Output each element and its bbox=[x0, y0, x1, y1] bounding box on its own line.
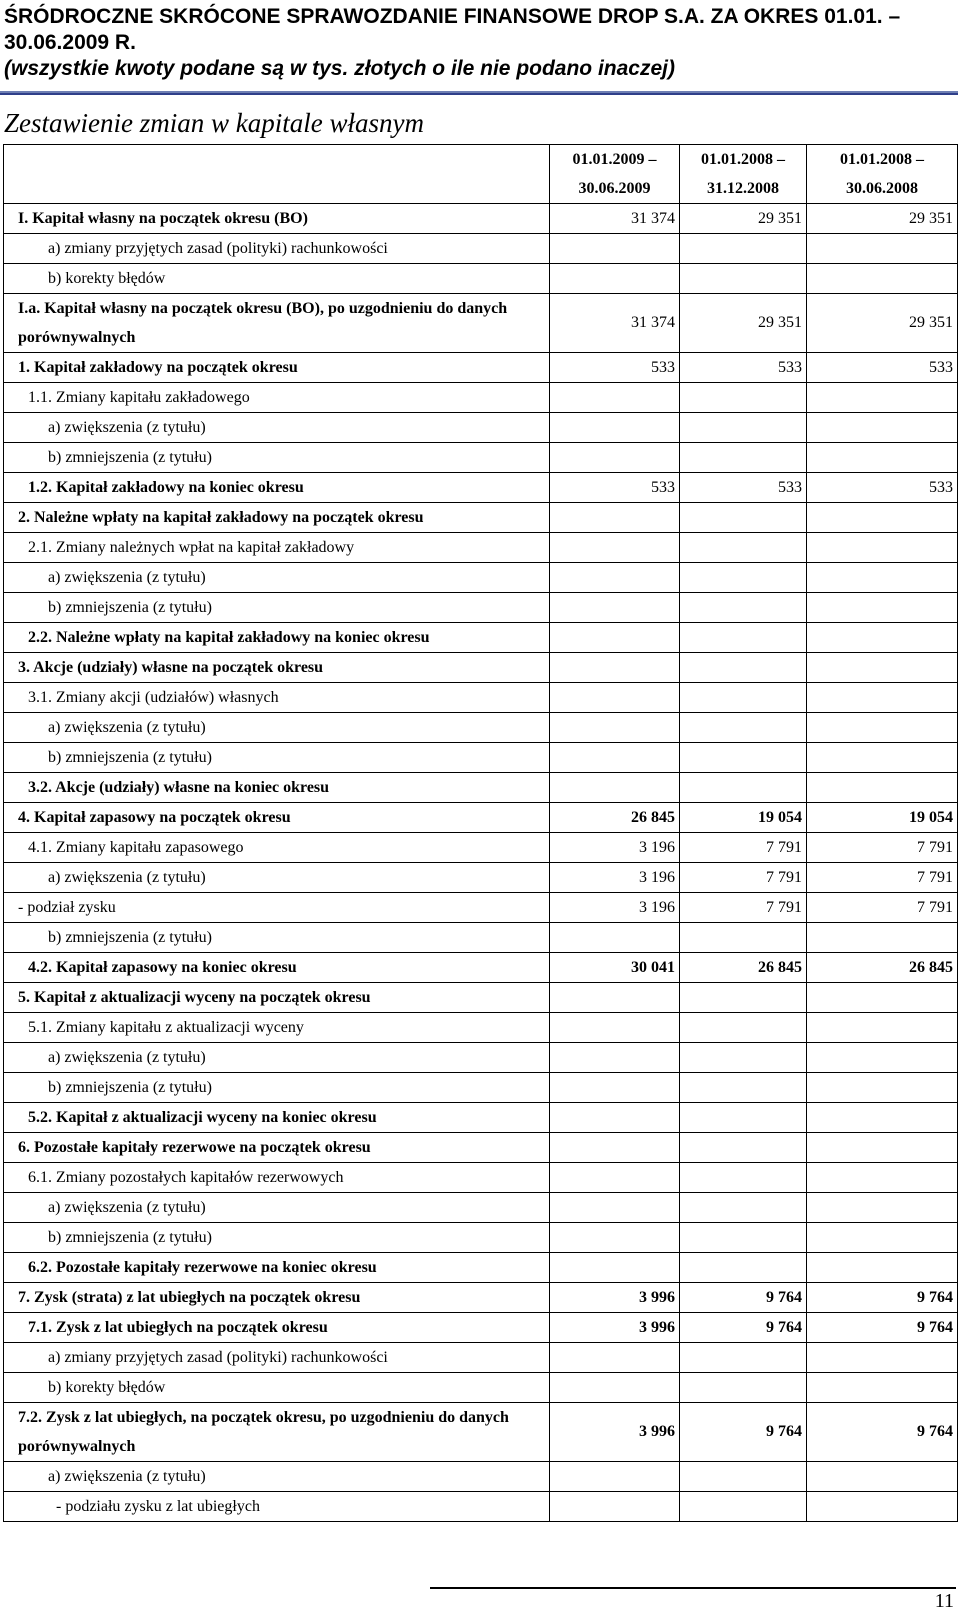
row-value bbox=[550, 234, 680, 264]
column-header-line: 30.06.2008 bbox=[846, 180, 918, 197]
row-value bbox=[680, 983, 807, 1013]
table-row bbox=[4, 353, 958, 383]
row-label: b) zmniejszenia (z tytułu) bbox=[4, 743, 550, 773]
table-row bbox=[4, 1373, 958, 1403]
row-value bbox=[807, 1103, 958, 1133]
report-subtitle: (wszystkie kwoty podane są w tys. złotych o ile nie podano inaczej) bbox=[4, 57, 675, 80]
row-value bbox=[680, 743, 807, 773]
table-row bbox=[4, 953, 958, 983]
row-value: 19 054 bbox=[807, 803, 958, 833]
row-value: 7 791 bbox=[807, 893, 958, 923]
row-value bbox=[680, 773, 807, 803]
row-value bbox=[807, 443, 958, 473]
row-value bbox=[807, 533, 958, 563]
row-label: 7.2. Zysk z lat ubiegłych, na początek okresu, po uzgodnieniu do danych porównywalnych bbox=[4, 1403, 550, 1462]
row-value bbox=[680, 1013, 807, 1043]
table-row bbox=[4, 1283, 958, 1313]
column-header-line: 01.01.2008 – bbox=[840, 151, 924, 168]
row-label: 5. Kapitał z aktualizacji wyceny na początek okresu bbox=[4, 983, 550, 1013]
row-value bbox=[550, 1253, 680, 1283]
row-value bbox=[550, 1133, 680, 1163]
row-value bbox=[550, 413, 680, 443]
header-empty-cell bbox=[4, 145, 550, 204]
document-header bbox=[4, 4, 954, 82]
table-row bbox=[4, 503, 958, 533]
row-label: 4.1. Zmiany kapitału zapasowego bbox=[4, 833, 550, 863]
row-value bbox=[550, 1193, 680, 1223]
row-value bbox=[550, 713, 680, 743]
row-value bbox=[807, 1013, 958, 1043]
table-row bbox=[4, 653, 958, 683]
row-value bbox=[680, 1133, 807, 1163]
footer-rule bbox=[430, 1587, 956, 1589]
row-value: 26 845 bbox=[807, 953, 958, 983]
row-label: 4. Kapitał zapasowy na początek okresu bbox=[4, 803, 550, 833]
row-label: I.a. Kapitał własny na początek okresu (BO), po uzgodnieniu do danych porównywalnych bbox=[4, 294, 550, 353]
column-header-2008 bbox=[680, 145, 807, 204]
table-row bbox=[4, 983, 958, 1013]
row-value bbox=[550, 743, 680, 773]
row-value bbox=[807, 743, 958, 773]
row-value: 26 845 bbox=[550, 803, 680, 833]
row-value bbox=[550, 773, 680, 803]
row-label: 3. Akcje (udziały) własne na początek okresu bbox=[4, 653, 550, 683]
row-label: b) korekty błędów bbox=[4, 264, 550, 294]
row-value: 31 374 bbox=[550, 204, 680, 234]
row-value bbox=[680, 503, 807, 533]
row-value bbox=[680, 1253, 807, 1283]
row-value: 3 996 bbox=[550, 1403, 680, 1462]
row-value bbox=[550, 653, 680, 683]
table-row bbox=[4, 683, 958, 713]
row-value: 7 791 bbox=[680, 833, 807, 863]
row-value: 3 196 bbox=[550, 863, 680, 893]
row-label: b) zmniejszenia (z tytułu) bbox=[4, 593, 550, 623]
row-label: 6. Pozostałe kapitały rezerwowe na początek okresu bbox=[4, 1133, 550, 1163]
row-label: 2. Należne wpłaty na kapitał zakładowy na początek okresu bbox=[4, 503, 550, 533]
row-value: 533 bbox=[550, 353, 680, 383]
row-value bbox=[550, 443, 680, 473]
row-value bbox=[550, 383, 680, 413]
row-value bbox=[550, 683, 680, 713]
row-value bbox=[550, 563, 680, 593]
row-label: a) zwiększenia (z tytułu) bbox=[4, 713, 550, 743]
row-value bbox=[807, 413, 958, 443]
row-value bbox=[550, 503, 680, 533]
row-label: - podział zysku bbox=[4, 893, 550, 923]
table-row bbox=[4, 443, 958, 473]
table-row bbox=[4, 743, 958, 773]
table-row bbox=[4, 563, 958, 593]
row-value: 533 bbox=[680, 353, 807, 383]
table-row bbox=[4, 1043, 958, 1073]
row-value: 7 791 bbox=[807, 863, 958, 893]
row-value bbox=[550, 593, 680, 623]
row-value: 9 764 bbox=[680, 1403, 807, 1462]
row-value bbox=[680, 1103, 807, 1133]
table-row bbox=[4, 893, 958, 923]
row-value: 9 764 bbox=[807, 1403, 958, 1462]
row-value bbox=[550, 1013, 680, 1043]
row-label: 4.2. Kapitał zapasowy na koniec okresu bbox=[4, 953, 550, 983]
table-row bbox=[4, 264, 958, 294]
row-value: 9 764 bbox=[807, 1283, 958, 1313]
row-value bbox=[550, 1373, 680, 1403]
table-row bbox=[4, 1492, 958, 1522]
row-label: a) zwiększenia (z tytułu) bbox=[4, 863, 550, 893]
row-value bbox=[550, 1103, 680, 1133]
table-row bbox=[4, 294, 958, 353]
row-value bbox=[807, 923, 958, 953]
row-value bbox=[807, 1492, 958, 1522]
row-value bbox=[807, 383, 958, 413]
row-value bbox=[680, 234, 807, 264]
row-value: 3 196 bbox=[550, 833, 680, 863]
table-row bbox=[4, 713, 958, 743]
row-value: 533 bbox=[807, 473, 958, 503]
header-rule bbox=[0, 91, 958, 95]
row-value bbox=[807, 1223, 958, 1253]
row-value bbox=[680, 1343, 807, 1373]
row-value bbox=[807, 1462, 958, 1492]
row-value bbox=[680, 383, 807, 413]
row-value bbox=[680, 1462, 807, 1492]
table-row bbox=[4, 383, 958, 413]
row-value bbox=[807, 1373, 958, 1403]
row-label: a) zmiany przyjętych zasad (polityki) rachunkowości bbox=[4, 234, 550, 264]
table-row bbox=[4, 533, 958, 563]
row-label: 5.2. Kapitał z aktualizacji wyceny na koniec okresu bbox=[4, 1103, 550, 1133]
row-label: 3.1. Zmiany akcji (udziałów) własnych bbox=[4, 683, 550, 713]
row-value: 29 351 bbox=[680, 294, 807, 353]
row-value bbox=[807, 1343, 958, 1373]
row-value bbox=[680, 1373, 807, 1403]
row-label: 7.1. Zysk z lat ubiegłych na początek okresu bbox=[4, 1313, 550, 1343]
row-value bbox=[807, 234, 958, 264]
row-value bbox=[550, 533, 680, 563]
row-label: 5.1. Zmiany kapitału z aktualizacji wyceny bbox=[4, 1013, 550, 1043]
row-label: b) zmniejszenia (z tytułu) bbox=[4, 923, 550, 953]
table-row bbox=[4, 863, 958, 893]
row-value: 7 791 bbox=[680, 863, 807, 893]
report-title-line2: 30.06.2009 R. bbox=[4, 31, 136, 54]
row-value bbox=[807, 623, 958, 653]
row-value bbox=[550, 623, 680, 653]
row-value: 7 791 bbox=[807, 833, 958, 863]
row-value bbox=[807, 1163, 958, 1193]
row-label: a) zmiany przyjętych zasad (polityki) rachunkowości bbox=[4, 1343, 550, 1373]
row-value bbox=[550, 1073, 680, 1103]
table-row bbox=[4, 1103, 958, 1133]
row-label: 3.2. Akcje (udziały) własne na koniec okresu bbox=[4, 773, 550, 803]
row-value: 9 764 bbox=[680, 1313, 807, 1343]
row-value bbox=[807, 713, 958, 743]
row-label: 1.1. Zmiany kapitału zakładowego bbox=[4, 383, 550, 413]
row-label: a) zwiększenia (z tytułu) bbox=[4, 413, 550, 443]
row-value bbox=[807, 593, 958, 623]
row-label: 7. Zysk (strata) z lat ubiegłych na początek okresu bbox=[4, 1283, 550, 1313]
row-value bbox=[807, 983, 958, 1013]
row-value bbox=[550, 923, 680, 953]
row-value bbox=[807, 653, 958, 683]
row-value bbox=[680, 623, 807, 653]
row-value bbox=[680, 713, 807, 743]
column-header-2009h1 bbox=[550, 145, 680, 204]
row-label: 6.2. Pozostałe kapitały rezerwowe na koniec okresu bbox=[4, 1253, 550, 1283]
column-header-2008h1 bbox=[807, 145, 958, 204]
row-value bbox=[807, 1073, 958, 1103]
page-number: 11 bbox=[934, 1590, 954, 1612]
table-row bbox=[4, 413, 958, 443]
column-header-line: 31.12.2008 bbox=[707, 180, 779, 197]
row-value bbox=[680, 1223, 807, 1253]
row-label: b) zmniejszenia (z tytułu) bbox=[4, 1223, 550, 1253]
table-row bbox=[4, 1193, 958, 1223]
table-row bbox=[4, 803, 958, 833]
row-value: 19 054 bbox=[680, 803, 807, 833]
row-value: 3 996 bbox=[550, 1313, 680, 1343]
table-row bbox=[4, 593, 958, 623]
row-value bbox=[550, 1492, 680, 1522]
row-value: 533 bbox=[680, 473, 807, 503]
table-row bbox=[4, 623, 958, 653]
row-value: 3 196 bbox=[550, 893, 680, 923]
row-value: 7 791 bbox=[680, 893, 807, 923]
row-value bbox=[680, 1043, 807, 1073]
row-value: 9 764 bbox=[680, 1283, 807, 1313]
row-value: 533 bbox=[807, 353, 958, 383]
table-row bbox=[4, 1013, 958, 1043]
row-value bbox=[680, 413, 807, 443]
row-value bbox=[550, 1163, 680, 1193]
row-value bbox=[680, 533, 807, 563]
row-label: b) zmniejszenia (z tytułu) bbox=[4, 1073, 550, 1103]
table-row bbox=[4, 1462, 958, 1492]
row-value bbox=[807, 1253, 958, 1283]
table-row bbox=[4, 1133, 958, 1163]
row-value bbox=[680, 1193, 807, 1223]
row-label: 6.1. Zmiany pozostałych kapitałów rezerwowych bbox=[4, 1163, 550, 1193]
row-value bbox=[807, 773, 958, 803]
row-value bbox=[807, 503, 958, 533]
row-value bbox=[550, 1343, 680, 1373]
row-value: 533 bbox=[550, 473, 680, 503]
row-value bbox=[680, 264, 807, 294]
row-value bbox=[680, 443, 807, 473]
row-label: I. Kapitał własny na początek okresu (BO) bbox=[4, 204, 550, 234]
table-row bbox=[4, 473, 958, 503]
row-value bbox=[680, 593, 807, 623]
row-value: 29 351 bbox=[807, 294, 958, 353]
row-value: 30 041 bbox=[550, 953, 680, 983]
row-label: 2.2. Należne wpłaty na kapitał zakładowy na koniec okresu bbox=[4, 623, 550, 653]
row-label: - podziału zysku z lat ubiegłych bbox=[4, 1492, 550, 1522]
table-row bbox=[4, 1163, 958, 1193]
table-row bbox=[4, 1223, 958, 1253]
row-value bbox=[680, 653, 807, 683]
row-value: 29 351 bbox=[680, 204, 807, 234]
section-title: Zestawienie zmian w kapitale własnym bbox=[4, 108, 424, 138]
row-label: b) korekty błędów bbox=[4, 1373, 550, 1403]
row-value bbox=[807, 1193, 958, 1223]
row-value bbox=[680, 1163, 807, 1193]
table-row bbox=[4, 1403, 958, 1462]
row-label: a) zwiększenia (z tytułu) bbox=[4, 563, 550, 593]
report-title-line1: ŚRÓDROCZNE SKRÓCONE SPRAWOZDANIE FINANSOWE DROP S.A. ZA OKRES 01.01. – bbox=[4, 5, 901, 28]
row-value bbox=[680, 1492, 807, 1522]
table-header-row bbox=[4, 145, 958, 204]
row-value: 3 996 bbox=[550, 1283, 680, 1313]
row-label: 1.2. Kapitał zakładowy na koniec okresu bbox=[4, 473, 550, 503]
row-value bbox=[807, 1133, 958, 1163]
row-value bbox=[550, 1223, 680, 1253]
table-row bbox=[4, 833, 958, 863]
row-value bbox=[807, 1043, 958, 1073]
row-value bbox=[550, 264, 680, 294]
row-value: 26 845 bbox=[680, 953, 807, 983]
row-value bbox=[807, 683, 958, 713]
row-label: a) zwiększenia (z tytułu) bbox=[4, 1462, 550, 1492]
table-row bbox=[4, 773, 958, 803]
table-row bbox=[4, 1313, 958, 1343]
table-row bbox=[4, 234, 958, 264]
row-label: a) zwiększenia (z tytułu) bbox=[4, 1193, 550, 1223]
table-row bbox=[4, 923, 958, 953]
row-value bbox=[807, 563, 958, 593]
table-row bbox=[4, 204, 958, 234]
row-value bbox=[680, 923, 807, 953]
row-value: 9 764 bbox=[807, 1313, 958, 1343]
column-header-line: 30.06.2009 bbox=[578, 180, 651, 197]
row-value: 31 374 bbox=[550, 294, 680, 353]
column-header-line: 01.01.2009 – bbox=[572, 151, 657, 168]
row-value bbox=[680, 683, 807, 713]
table-row bbox=[4, 1253, 958, 1283]
equity-changes-table bbox=[3, 144, 958, 1522]
table-row bbox=[4, 1073, 958, 1103]
column-header-line: 01.01.2008 – bbox=[701, 151, 785, 168]
row-value bbox=[550, 983, 680, 1013]
table-row bbox=[4, 1343, 958, 1373]
row-value bbox=[807, 264, 958, 294]
row-label: b) zmniejszenia (z tytułu) bbox=[4, 443, 550, 473]
row-value bbox=[550, 1043, 680, 1073]
row-label: a) zwiększenia (z tytułu) bbox=[4, 1043, 550, 1073]
row-value bbox=[680, 563, 807, 593]
row-label: 2.1. Zmiany należnych wpłat na kapitał zakładowy bbox=[4, 533, 550, 563]
row-label: 1. Kapitał zakładowy na początek okresu bbox=[4, 353, 550, 383]
row-value bbox=[550, 1462, 680, 1492]
row-value bbox=[680, 1073, 807, 1103]
row-value: 29 351 bbox=[807, 204, 958, 234]
